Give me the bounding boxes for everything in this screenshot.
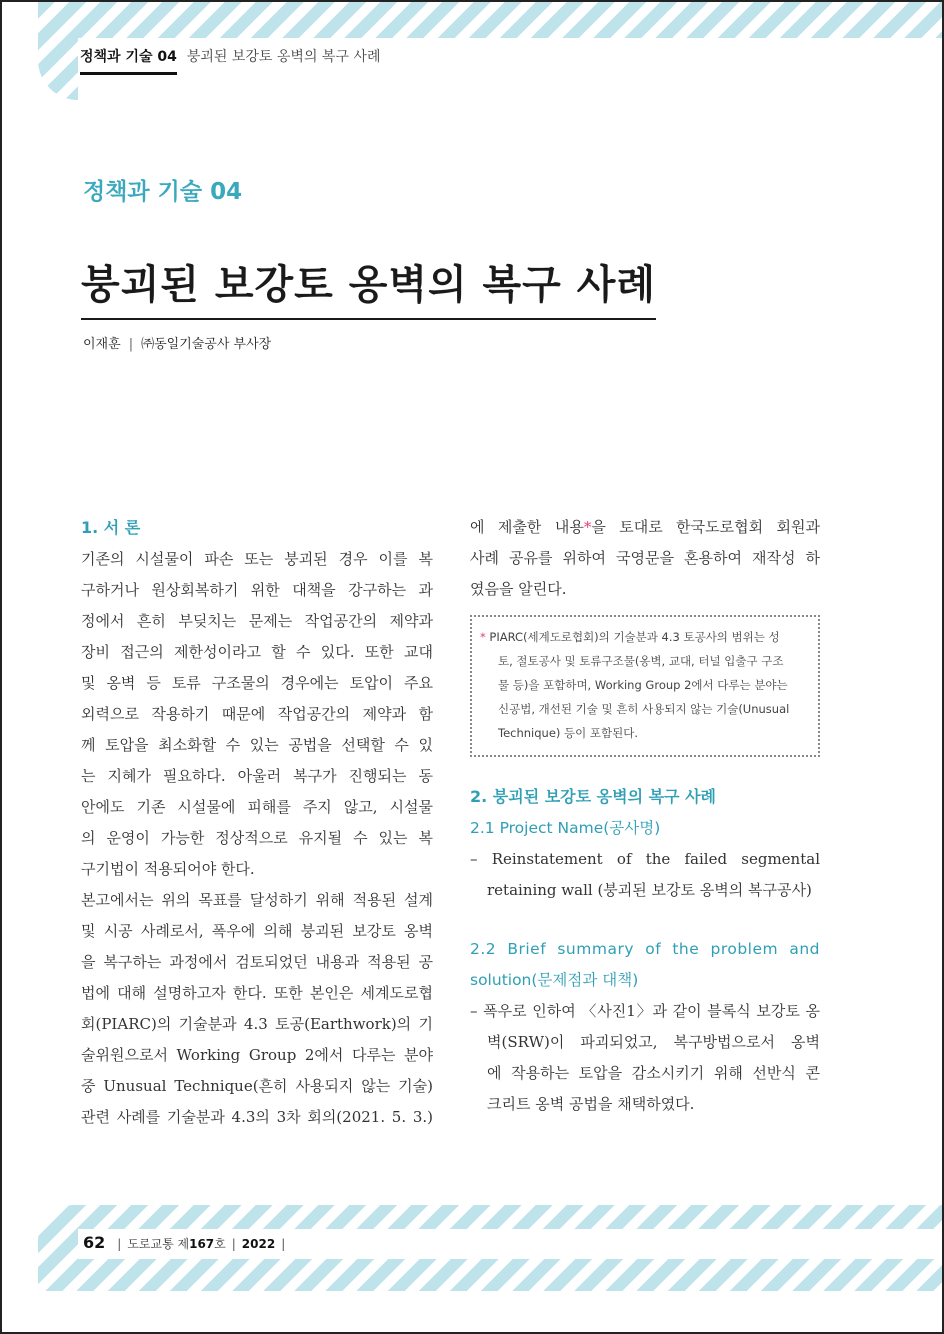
section1-paragraph2 bbox=[81, 885, 433, 1133]
body-line: 외력으로 작용하기 때문에 작업공간의 제약과 함 bbox=[81, 705, 433, 723]
body-line: 장비 접근의 제한성이라고 할 수 있다. 또한 교대 bbox=[81, 643, 433, 661]
body-line: 기존의 시설물이 파손 또는 붕괴된 경우 이를 복 bbox=[81, 550, 433, 568]
body-line: 안에도 기존 시설물에 피해를 주지 않고, 시설물 bbox=[81, 798, 433, 816]
footnote-text: PIARC(세계도로협회)의 기술분과 4.3 토공사의 범위는 성 bbox=[489, 630, 780, 644]
footnote-marker: * bbox=[480, 630, 486, 644]
spacer bbox=[470, 757, 820, 781]
footnote-line: 신공법, 개선된 기술 및 흔히 사용되지 않는 기술(Unusual bbox=[498, 702, 790, 716]
body-line: 관련 사례를 기술분과 4.3의 3차 회의(2021. 5. 3.) bbox=[81, 1108, 433, 1126]
body-line: 는 지혜가 필요하다. 아울러 복구가 진행되는 동 bbox=[81, 767, 433, 785]
right-column bbox=[470, 512, 820, 1120]
list-item-continuation: retaining wall (붕괴된 보강토 옹벽의 복구공사) bbox=[487, 881, 812, 899]
author-name: 이재훈 bbox=[83, 337, 121, 352]
list-item: – 폭우로 인하여 〈사진1〉과 같이 블록식 보강토 옹 bbox=[470, 1002, 820, 1020]
running-header bbox=[80, 46, 380, 75]
footer-issue-suffix: 호 bbox=[214, 1237, 226, 1251]
list-item-continuation: 크리트 옹벽 공법을 채택하였다. bbox=[487, 1095, 695, 1113]
page-footer bbox=[83, 1233, 291, 1252]
section2-heading: 2. 붕괴된 보강토 옹벽의 복구 사례 bbox=[470, 787, 716, 806]
body-line: 의 운영이 가능한 정상적으로 유지될 수 있는 복 bbox=[81, 829, 433, 847]
list-item-continuation: 에 작용하는 토압을 감소시키기 위해 선반식 콘 bbox=[487, 1064, 820, 1082]
footnote-marker: * bbox=[583, 518, 592, 536]
section1-paragraph1 bbox=[81, 544, 433, 885]
footer-separator: | bbox=[231, 1237, 236, 1251]
list-item-continuation: 벽(SRW)이 파괴되었고, 복구방법으로서 옹벽 bbox=[487, 1033, 820, 1051]
article-kicker: 정책과 기술 04 bbox=[83, 179, 243, 205]
body-line: 께 토압을 최소화할 수 있는 공법을 선택할 수 있 bbox=[81, 736, 433, 754]
author-affiliation: ㈜동일기술공사 부사장 bbox=[141, 337, 272, 352]
section1-heading: 1. 서 론 bbox=[81, 518, 141, 537]
left-column bbox=[81, 512, 433, 1133]
body-line: 및 시공 사례로서, 폭우에 의해 붕괴된 보강토 옹벽 bbox=[81, 922, 433, 940]
body-line: 본고에서는 위의 목표를 달성하기 위해 적용된 설계 bbox=[81, 891, 433, 909]
footer-magazine: 도로교통 제 bbox=[127, 1237, 190, 1251]
author-separator: | bbox=[128, 337, 134, 352]
body-line: 을 복구하는 과정에서 검토되었던 내용과 적용된 공 bbox=[81, 953, 433, 971]
footer-year: 2022 bbox=[241, 1237, 276, 1251]
page-number: 62 bbox=[83, 1233, 106, 1252]
spacer bbox=[470, 906, 820, 934]
body-line: 사례 공유를 위하여 국영문을 혼용하여 재작성 하 bbox=[470, 549, 820, 567]
body-line: 구하거나 원상회복하기 위한 대책을 강구하는 과 bbox=[81, 581, 433, 599]
body-text: 을 토대로 한국도로협회 회원과 bbox=[591, 518, 820, 536]
body-line: 중 Unusual Technique(흔히 사용되지 않는 기술) bbox=[81, 1077, 433, 1095]
footer-separator: | bbox=[281, 1237, 286, 1251]
footnote-box bbox=[470, 615, 820, 757]
footer-issue: 167 bbox=[189, 1237, 215, 1251]
body-line: 법에 대해 설명하고자 한다. 또한 본인은 세계도로협 bbox=[81, 984, 433, 1002]
article-title: 붕괴된 보강토 옹벽의 복구 사례 bbox=[81, 253, 656, 320]
body-line bbox=[470, 512, 820, 543]
footnote-line: Technique) 등이 포함된다. bbox=[498, 726, 639, 740]
body-text: 에 제출한 내용 bbox=[470, 518, 584, 536]
subsection-2-2-heading: 2.2 Brief summary of the problem and bbox=[470, 940, 820, 958]
body-line: 회(PIARC)의 기술분과 4.3 토공(Earthwork)의 기 bbox=[81, 1015, 433, 1033]
footnote-line: 토, 절토공사 및 토류구조물(옹벽, 교대, 터널 입출구 구조 bbox=[498, 654, 784, 668]
subsection-2-2-heading-cont: solution(문제점과 대책) bbox=[470, 971, 639, 989]
body-line: 였음을 알린다. bbox=[470, 580, 567, 598]
body-line: 구기법이 적용되어야 한다. bbox=[81, 860, 255, 878]
body-line: 및 옹벽 등 토류 구조물의 경우에는 토압이 주요 bbox=[81, 674, 433, 692]
list-item: – Reinstatement of the failed segmental bbox=[470, 850, 820, 868]
footnote-line bbox=[480, 625, 808, 649]
body-line: 정에서 흔히 부딪치는 문제는 작업공간의 제약과 bbox=[81, 612, 433, 630]
header-series-label: 정책과 기술 04 bbox=[80, 46, 177, 75]
author-line bbox=[83, 333, 271, 352]
footer-separator: | bbox=[117, 1237, 122, 1251]
subsection-2-1-heading: 2.1 Project Name(공사명) bbox=[470, 819, 661, 837]
body-line: 술위원으로서 Working Group 2에서 다루는 분야 bbox=[81, 1046, 433, 1064]
footnote-line: 물 등)을 포함하며, Working Group 2에서 다루는 분야는 bbox=[498, 678, 788, 692]
header-article-title: 붕괴된 보강토 옹벽의 복구 사례 bbox=[186, 49, 381, 65]
